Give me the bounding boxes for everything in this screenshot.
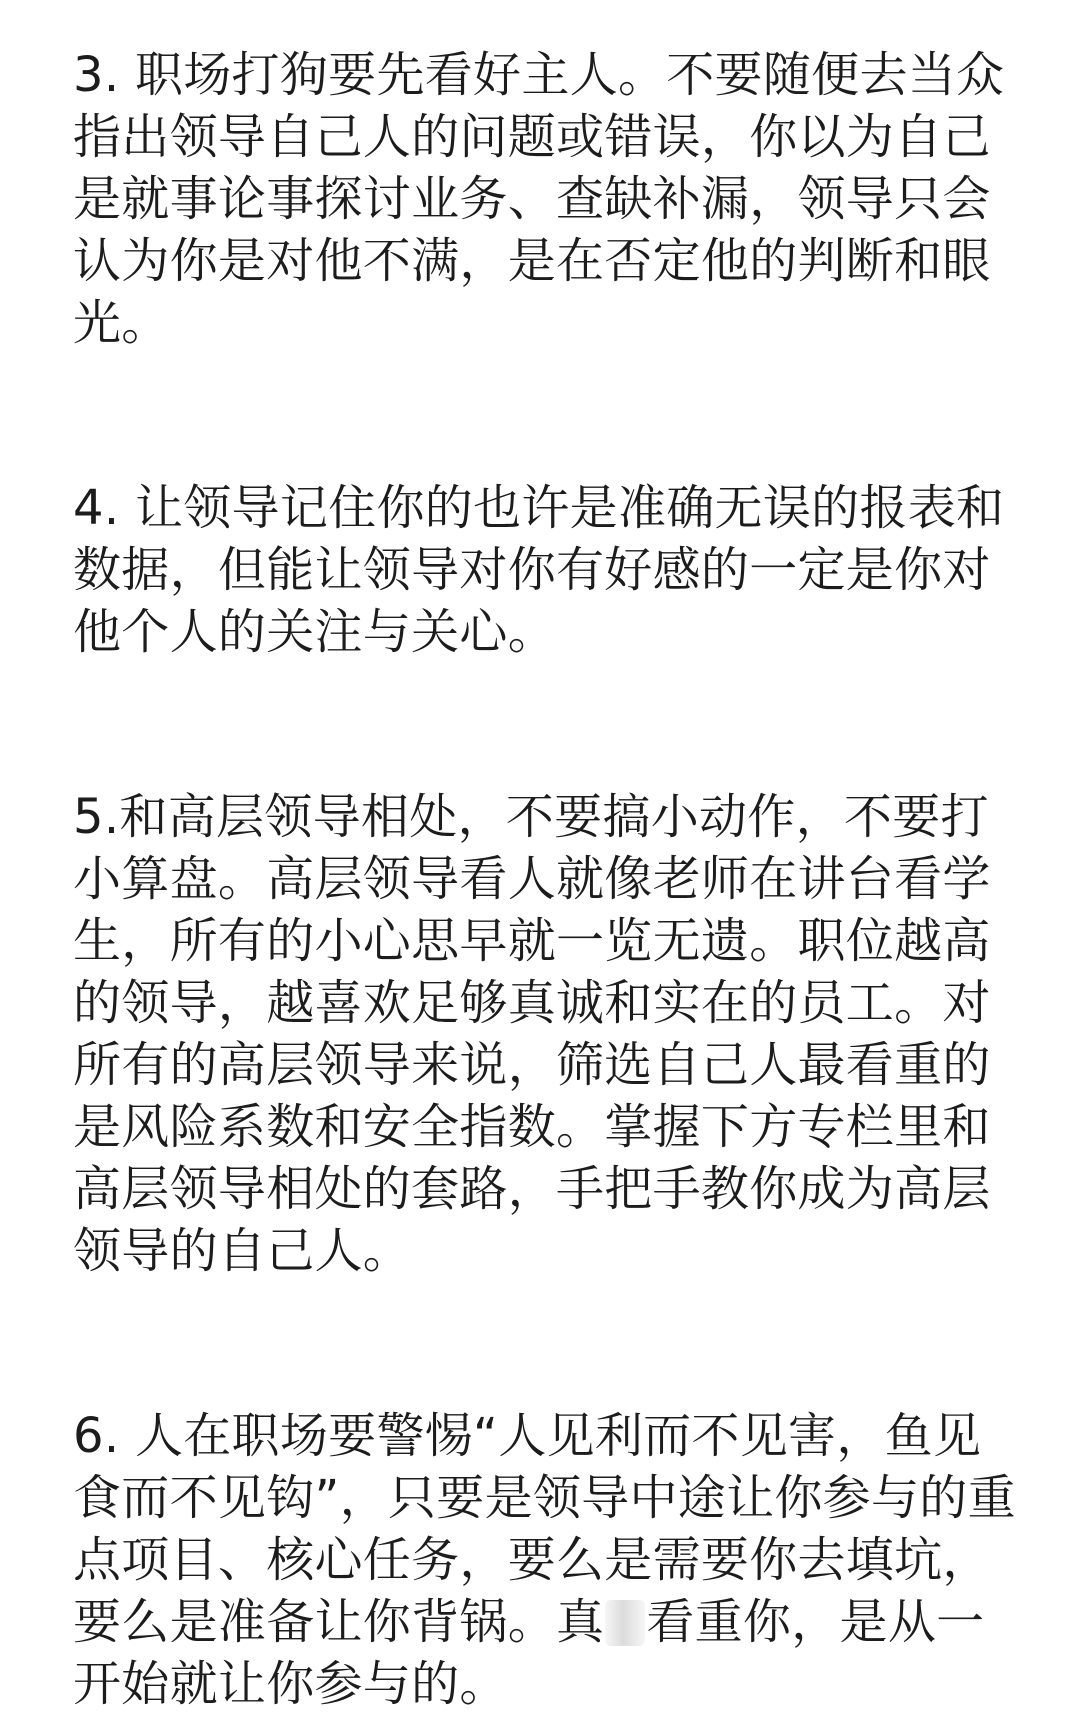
text-line: 光。 [73, 295, 170, 351]
paragraph-3 [73, 44, 1020, 354]
paragraph-spacer [73, 663, 1020, 786]
text-line: 数据，但能让领导对你有好感的一定是你对 [73, 542, 991, 598]
text-segment: 要么是准备让你背锅。真 [73, 1594, 605, 1650]
text-line: 6. 人在职场要警惕“人见利而不见害，鱼见 [73, 1408, 982, 1464]
text-line: 生，所有的小心思早就一览无遗。职位越高 [73, 913, 991, 969]
paragraph-6 [73, 1405, 1020, 1715]
blurred-character [605, 1600, 645, 1646]
text-line-with-redaction [73, 1591, 1020, 1653]
text-line: 3. 职场打狗要先看好主人。不要随便去当众 [73, 47, 1005, 103]
text-segment: 看重你，是从一 [646, 1594, 985, 1650]
text-line: 点项目、核心任务，要么是需要你去填坑， [73, 1532, 991, 1588]
text-line: 他个人的关注与关心。 [73, 604, 557, 660]
text-line: 所有的高层领导来说，筛选自己人最看重的 [73, 1037, 991, 1093]
text-line: 4. 让领导记住你的也许是准确无误的报表和 [73, 480, 1005, 536]
paragraph-spacer [73, 1282, 1020, 1405]
text-line: 是风险系数和安全指数。掌握下方专栏里和 [73, 1099, 991, 1155]
text-line: 食而不见钩”，只要是领导中途让你参与的重 [73, 1470, 1016, 1526]
text-line: 认为你是对他不满，是在否定他的判断和眼 [73, 233, 991, 289]
text-line: 指出领导自己人的问题或错误，你以为自己 [73, 109, 991, 165]
paragraph-5 [73, 786, 1020, 1282]
text-line: 5.和高层领导相处，不要搞小动作，不要打 [73, 789, 989, 845]
paragraph-4 [73, 477, 1020, 663]
text-line: 小算盘。高层领导看人就像老师在讲台看学 [73, 851, 991, 907]
text-line: 的领导，越喜欢足够真诚和实在的员工。对 [73, 975, 991, 1031]
text-line: 领导的自己人。 [73, 1223, 412, 1279]
text-line: 是就事论事探讨业务、查缺补漏，领导只会 [73, 171, 991, 227]
paragraph-spacer [73, 354, 1020, 477]
text-line: 开始就让你参与的。 [73, 1656, 508, 1712]
text-line: 高层领导相处的套路，手把手教你成为高层 [73, 1161, 991, 1217]
